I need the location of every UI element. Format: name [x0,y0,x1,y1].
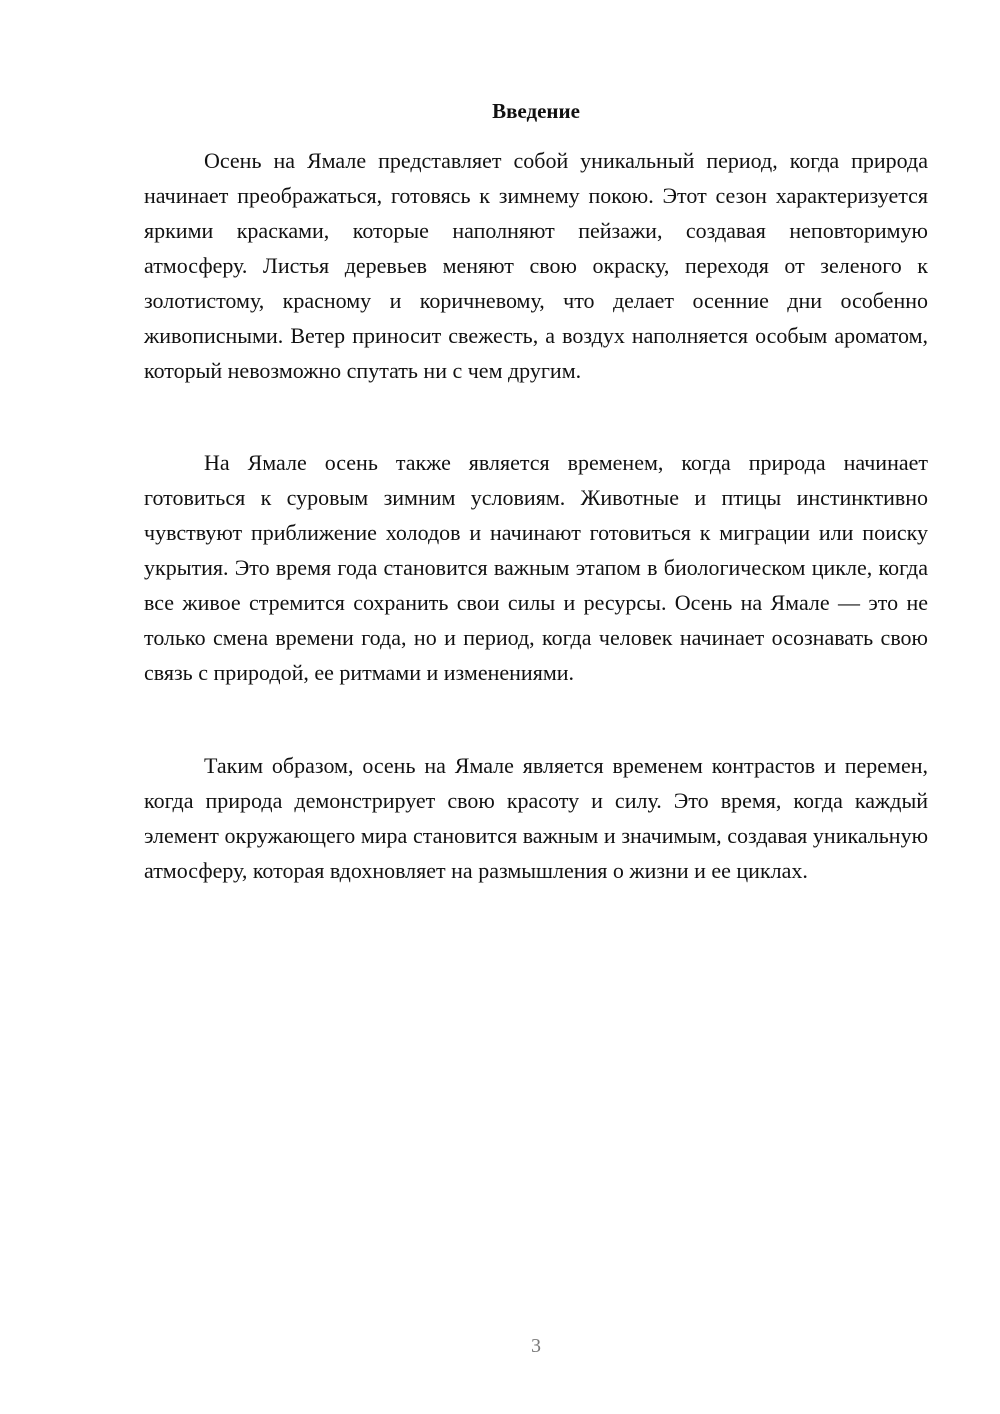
paragraph-1: Осень на Ямале представляет собой уникальный период, когда природа начинает преображаться, готовясь к зимнему покою. Этот сезон характеризуется яркими красками, которые наполняют пейзажи, создавая неповторимую атмосферу. Листья деревьев меняют свою окраску, переходя от зеленого к золотистому, красному и коричневому, что делает осенние дни особенно живописными. Ветер приносит свежесть, а воздух наполняется особым ароматом, который невозможно спутать ни с чем другим. [144,148,928,383]
page-number: 3 [531,1335,541,1357]
section-heading: Введение [492,99,580,123]
paragraph-3: Таким образом, осень на Ямале является временем контрастов и перемен, когда природа демонстрирует свою красоту и силу. Это время, когда каждый элемент окружающего мира становится важным и значимым, создавая уникальную атмосферу, которая вдохновляет на размышления о жизни и ее циклах. [144,753,928,883]
paragraph-2: На Ямале осень также является временем, когда природа начинает готовиться к суровым зимним условиям. Животные и птицы инстинктивно чувствуют приближение холодов и начинают готовиться к миграции или поиску укрытия. Это время года становится важным этапом в биологическом цикле, когда все живое стремится сохранить свои силы и ресурсы. Осень на Ямале — это не только смена времени года, но и период, когда человек начинает осознавать свою связь с природой, ее ритмами и изменениями. [144,450,928,685]
